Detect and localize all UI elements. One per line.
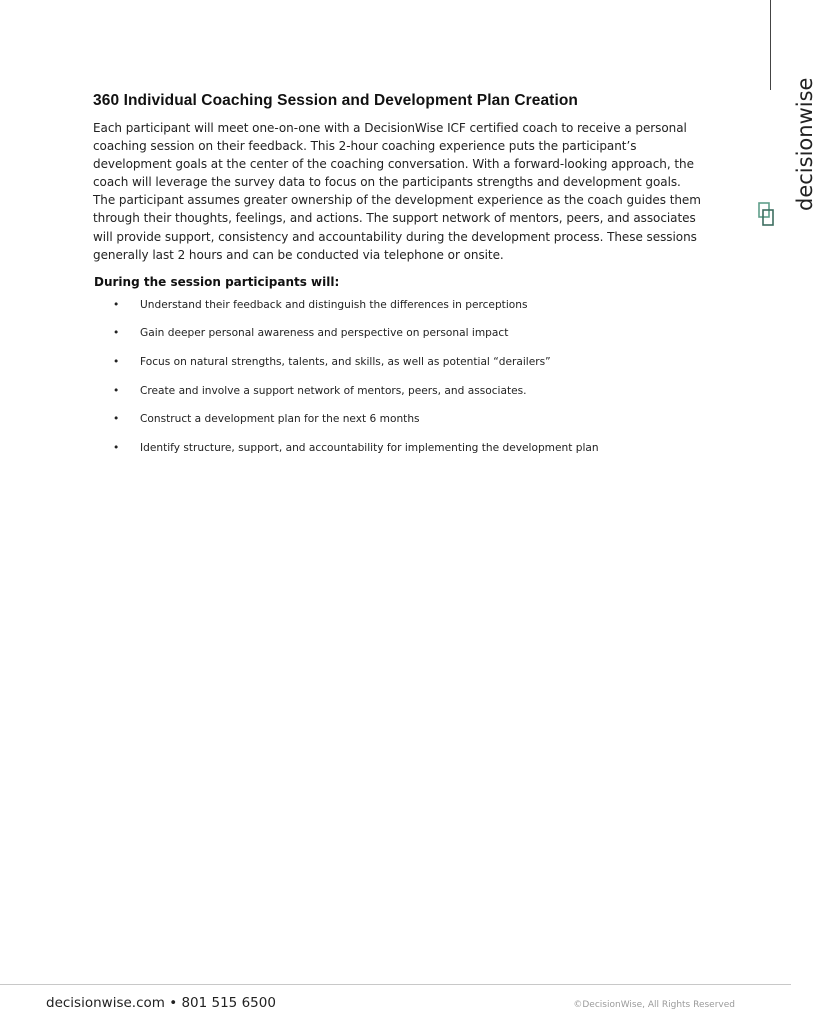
list-item-text: Identify structure, support, and accountability for implementing the development plan: [140, 441, 599, 454]
brand-mark-icon: [758, 202, 774, 226]
list-item-text: Construct a development plan for the next 6 months: [140, 413, 420, 426]
brand-wordmark: decisionwise: [793, 77, 817, 211]
brand-logo[interactable]: [752, 77, 817, 236]
list-item: [93, 327, 703, 356]
list-item-text: Focus on natural strengths, talents, and skills, as well as potential “derailers”: [140, 355, 551, 368]
bullet-icon: •: [113, 355, 120, 368]
list-item: [93, 413, 703, 442]
list-item-text: Understand their feedback and distinguish the differences in perceptions: [140, 298, 528, 311]
list-item: [93, 356, 703, 385]
participant-outcomes-list: [93, 299, 703, 471]
footer-copyright: ©DecisionWise, All Rights Reserved: [573, 1000, 735, 1010]
bullet-icon: •: [113, 441, 120, 454]
main-content: [93, 92, 703, 470]
footer-contact[interactable]: decisionwise.com • 801 515 6500: [46, 995, 276, 1011]
section-intro: Each participant will meet one-on-one with a DecisionWise ICF certified coach to receive a personal coaching session on their feedback. This 2-hour coaching experience puts the participant’s development goals at the center of the coaching conversation. With a forward-looking approach, the coach will leverage the survey data to focus on the participants strengths and development goals. The participant assumes greater ownership of the development experience as the coach guides them through their thoughts, feelings, and actions. The support network of mentors, peers, and associates will provide support, consistency and accountability during the development process. These sessions generally last 2 hours and can be conducted via telephone or onsite.: [93, 121, 701, 262]
bullet-icon: •: [113, 413, 120, 426]
section-title: 360 Individual Coaching Session and Development Plan Creation: [93, 92, 578, 109]
bullet-icon: •: [113, 384, 120, 397]
list-item: [93, 442, 703, 471]
list-item-text: Create and involve a support network of mentors, peers, and associates.: [140, 384, 527, 397]
side-rule: [770, 0, 771, 90]
bullet-icon: •: [113, 298, 120, 311]
list-item: [93, 299, 703, 328]
section-subheading: During the session participants will:: [94, 274, 340, 289]
bullet-icon: •: [113, 327, 120, 340]
list-item: [93, 385, 703, 414]
footer-divider: [0, 984, 791, 985]
list-item-text: Gain deeper personal awareness and perspective on personal impact: [140, 327, 509, 340]
